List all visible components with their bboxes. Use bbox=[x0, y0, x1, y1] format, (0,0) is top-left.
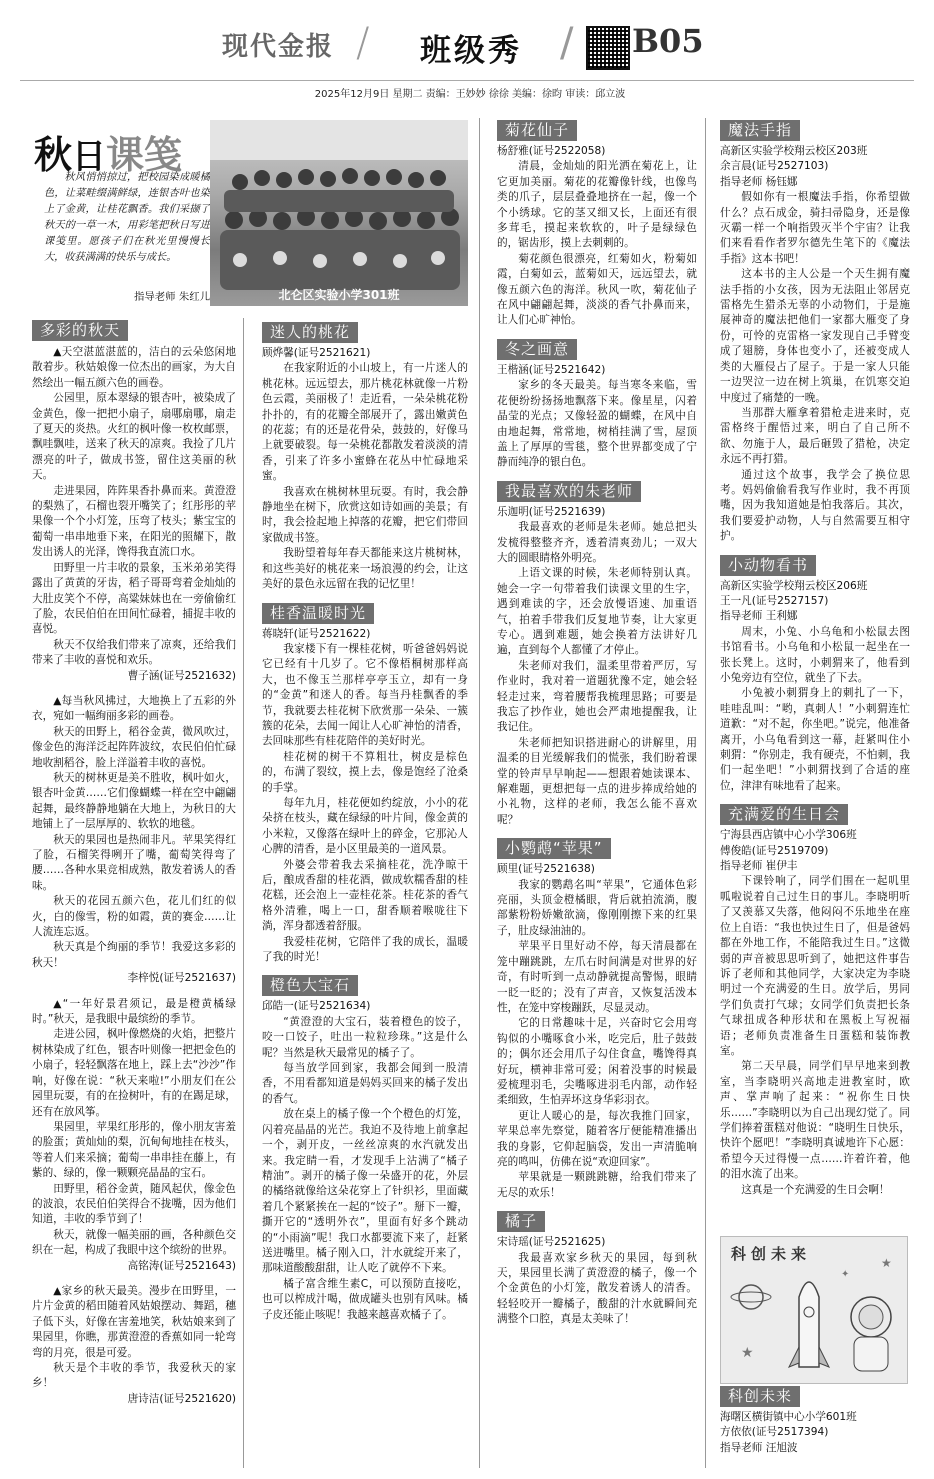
article-paragraph: ▲“一年好景君须记，最是橙黄橘绿时。”秋天，是我眼中最缤纷的季节。 bbox=[32, 997, 236, 1026]
section-title-text: 桂香温暖时光 bbox=[262, 603, 374, 624]
section-title-osmanthus bbox=[262, 603, 468, 624]
article-paragraph: 果园里，苹果红彤彤的，像小朋友害羞的脸蛋；黄灿灿的梨，沉甸甸地挂在枝头，等着人们来采摘；葡萄一串串挂在藤上，有紫的、绿的，像一颗颗亮晶晶的宝石。 bbox=[32, 1120, 236, 1180]
teacher-name: 指导老师 崔伊丰 bbox=[720, 860, 798, 873]
header-rule bbox=[20, 80, 914, 81]
date-line: 2025年12月9日 星期二 责编：王妙妙 徐徐 美编：徐昀 审读：邱立波 bbox=[314, 89, 626, 100]
article-paragraph: 我盼望着每年春天都能来这片桃树林，和这些美好的桃花来一场浪漫的约会，让这美好的景色永远留在我的记忆里！ bbox=[262, 547, 468, 591]
teacher-name: 指导老师 杨钰娜 bbox=[720, 175, 798, 188]
class-photo-image bbox=[210, 120, 468, 306]
article-paragraph: 秋天的田野上，稻谷金黄，微风吹过，像金色的海洋泛起阵阵波纹，农民伯伯忙碌地收割稻谷，脸上洋溢着丰收的喜悦。 bbox=[32, 725, 236, 769]
author-byline: 余言晨(证号2527103) bbox=[720, 160, 829, 173]
section-title-text: 冬之画意 bbox=[497, 339, 577, 360]
teacher-name: 指导老师 王利娜 bbox=[720, 610, 798, 623]
section-title-magic-finger bbox=[720, 120, 910, 141]
article-paragraph: 在我家附近的小山坡上，有一片迷人的桃花林。远远望去，那片桃花林就像一片粉色云霞，美丽极了！走近看，一朵朵桃花粉扑扑的，有的花瓣全部展开了，露出嫩黄色的花蕊；有的还是花骨朵，鼓鼓的，好像马上就要破裂。每一朵桃花都散发着淡淡的清香，引来了许多小蜜蜂在花丛中忙碌地采蜜。 bbox=[262, 362, 468, 483]
section-title-text: 我最喜欢的朱老师 bbox=[497, 481, 641, 502]
author-byline: 李梓悦(证号2521637) bbox=[127, 972, 236, 985]
photo-caption: 北仑区实验小学301班 bbox=[278, 288, 400, 302]
author-byline: 傅俊皓(证号2519709) bbox=[720, 844, 829, 857]
svg-text:✦: ✦ bbox=[841, 1269, 850, 1280]
article-paragraph: 田野里一片丰收的景象，玉米弟弟笑得露出了黄黄的牙齿，稻子哥哥弯着金灿灿的大肚皮笑个不停，高粱妹妹也在一旁偷偷红了脸，农民伯伯在田间忙碌着，捕捉丰收的喜悦。 bbox=[32, 561, 236, 636]
column-divider-2 bbox=[479, 118, 480, 1468]
section-title-text: 菊花仙子 bbox=[497, 120, 577, 141]
author-byline: 方依依(证号2517394) bbox=[720, 1426, 829, 1439]
article-paragraph: 田野里，稻谷金黄，随风起伏，像金色的波浪，农民伯伯笑得合不拢嘴，因为他们知道，丰收的季节到了！ bbox=[32, 1182, 236, 1226]
title-char-day: 日 bbox=[72, 137, 107, 177]
article-paragraph: 秋天是个丰收的季节，我爱秋天的家乡！ bbox=[32, 1362, 236, 1390]
article-paragraph: 小兔被小刺猬身上的刺扎了一下，哇哇乱叫：“哟，真刺人！”小刺猬连忙道歉：“对不起，你坐吧。”说完，他准备离开，小乌龟看到这一幕，赶紧叫住小刺猬：“你别走，我有硬壳，不怕刺，我们一起坐吧！”小刺猬找到了合适的座位，津津有味地看了起来。 bbox=[720, 687, 910, 792]
article-paragraph: “黄澄澄的大宝石，装着橙色的饺子，咬一口饺子，吐出一粒粒珍珠。”这是什么呢？当然是秋天最常见的橘子了。 bbox=[262, 1015, 468, 1059]
section-title-colorful-autumn bbox=[32, 320, 236, 341]
article-paragraph: 它的日常趣味十足，兴奋时它会用弯钩似的小嘴啄食小米，吃完后，肚子鼓鼓的；偶尔还会用爪子勾住食盒，嘴馋得真好玩，横神非常可爱；闲着没事的时候最爱梳理羽毛，尖嘴啄进羽毛内部，动作轻柔细致，生怕弄坏这身华彩羽衣。 bbox=[497, 1017, 697, 1107]
article-paragraph: 第二天早晨，同学们早早地来到教室，当李晓明兴高地走进教室时，欧声、掌声响了起来：“祝你生日快乐……”李晓明以为自己出现幻觉了。同学们捧着蛋糕对他说：“晓明生日快乐，快许个愿吧！”李晓明真诚地许下心愿：希望今天过得慢一点……许着许着，他的泪水流了出来。 bbox=[720, 1060, 910, 1181]
article-paragraph: ▲天空湛蓝湛蓝的，洁白的云朵悠闲地散着步。秋姑娘像一位杰出的画家，为大自然绘出一幅五颜六色的画卷。 bbox=[32, 346, 236, 389]
title-word-note: 课笺 bbox=[106, 132, 183, 177]
masthead bbox=[0, 0, 934, 104]
section-title-chrysanthemum bbox=[497, 120, 697, 141]
article-paragraph: 我爱桂花树，它陪伴了我的成长，温暖了我的时光！ bbox=[262, 935, 468, 964]
article-paragraph: 朱老师把知识搭进耐心的讲解里，用温柔的目光缓解我们的慌张，我们盼着课堂的铃声早早响起——想跟着她读课本、解难题，更想把每一点的进步捧成给她的小礼物，这样的老师，我怎么能不喜欢呢？ bbox=[497, 736, 697, 826]
article-paragraph: 上语文课的时候，朱老师特别认真。她会一字一句带着我们读课文里的生字，遇到难读的字，还会放慢语速、加重语气，拍着手带我们反复地节奏，让大家更专心。遇到难题，她会换着方法讲好几遍，直到每个人都懂了才停止。 bbox=[497, 567, 697, 657]
section-title-text: 小鹦鹉“苹果” bbox=[497, 838, 611, 859]
svg-text:★: ★ bbox=[881, 1256, 892, 1270]
article-paragraph: 公园里，原本翠绿的银杏叶，被染成了金黄色，像一把把小扇子，扇哪扇哪，扇走了夏天的炎热。火红的枫叶像一枚枚邮票，飘哇飘哇，送来了秋天的凉爽。我捡了几片漂亮的叶子，做成书签，留住这美丽的秋天。 bbox=[32, 392, 236, 482]
school-name: 高新区实验学校翔云校区203班 bbox=[720, 145, 868, 157]
feature-title bbox=[34, 124, 214, 177]
school-name: 海曙区横街镇中心小学601班 bbox=[720, 1411, 857, 1423]
header-slash-2: / bbox=[560, 20, 574, 66]
feature-intro: 秋风悄悄掠过，把校园染成暖橘色，让菜畦缀满鲜绿，连银杏叶也染上了金黄，让桂花飘香。我们采撷了秋天的一草一木，用彩笔把秋日写进课笺里。愿孩子们在秋光里慢慢长大，收获满满的快乐与成长。 bbox=[44, 172, 210, 263]
section-title-winter bbox=[497, 339, 697, 360]
author-byline: 唐诗洁(证号2521620) bbox=[127, 1392, 236, 1405]
article-paragraph: 每年九月，桂花便如约绽放，小小的花朵挤在枝头，藏在绿绿的叶片间，像金黄的小米粒，又像落在绿叶上的碎金，它那沁人心脾的清香，是小区里最美的一道风景。 bbox=[262, 796, 468, 856]
author-byline: 王一凡(证号2527157) bbox=[720, 594, 829, 607]
column-3 bbox=[497, 120, 697, 1470]
section-title-birthday bbox=[720, 804, 910, 825]
section-title-peach-blossom bbox=[262, 322, 468, 343]
student-artwork bbox=[720, 1236, 908, 1384]
section-title-orange-gem bbox=[262, 975, 468, 996]
article-paragraph: 秋天不仅给我们带来了凉爽，还给我们带来了丰收的喜悦和欢乐。 bbox=[32, 638, 236, 667]
article-paragraph: 苹果就是一颗跳跳糖，给我们带来了无尽的欢乐！ bbox=[497, 1171, 697, 1199]
column-4-bottom bbox=[720, 1386, 910, 1472]
column-divider-1 bbox=[243, 318, 244, 1468]
article-paragraph: 清晨，金灿灿的阳光洒在菊花上，让它更加美丽。菊花的花瓣像针线，也像鸟类的爪子，层层叠叠地挤在一起，像一个个小绣球。它的茎又细又长，上面还有很多茸毛，摸起来软软的，叶子是绿绿色的，锯齿形，摸上去刺刺的。 bbox=[497, 160, 697, 250]
class-photo bbox=[210, 120, 468, 306]
article-paragraph: 这真是一个充满爱的生日会啊！ bbox=[741, 1183, 890, 1196]
article-paragraph: 家乡的冬天最美。每当寒冬来临，雪花便纷纷扬扬地飘落下来。像星星，闪着晶莹的光点；又像轻盈的蝴蝶，在风中自由地起舞，常常地，树梢挂满了雪，屋顶盖上了厚厚的雪毯，整个世界都变成了宁静而纯净的银白色。 bbox=[497, 379, 697, 469]
article-paragraph: 通过这个故事，我学会了换位思考。妈妈偷偷看我写作业时，我不再顶嘴，因为我知道她是怕我落后。其次，我们要爱护动物，人与自然需要互相守护。 bbox=[720, 468, 910, 543]
column-1 bbox=[32, 320, 236, 1470]
section-title-teacher-zhu bbox=[497, 481, 697, 502]
section-title-text: 充满爱的生日会 bbox=[720, 804, 848, 825]
article-paragraph: 我喜欢在桃树林里玩耍。有时，我会静静地坐在树下，欣赏这如诗如画的美景；有时，我会捡起地上掉落的花瓣，把它们带回家做成书签。 bbox=[262, 485, 468, 544]
section-title-animals-reading bbox=[720, 555, 910, 576]
author-byline: 曹子涵(证号2521632) bbox=[127, 669, 236, 682]
article-paragraph: 朱老师对我们，温柔里带着严厉，写作业时，我对着一道题犹豫不定，她会轻轻走过来，弯着腰帮我梳理思路；可要是我忘了抄作业，她也会严肃地提醒我，让我记住。 bbox=[497, 659, 697, 734]
article-paragraph: 当那群大雁拿着猎枪走进来时，克雷格终于醒悟过来，明白了自己所不欲、勿施于人，最后砸毁了猎枪，决定永远不再打猎。 bbox=[720, 406, 910, 466]
article-paragraph: 秋天真是个绚丽的季节！我爱这多彩的秋天！ bbox=[32, 941, 236, 969]
author-byline: 宋诗瑶(证号2521625) bbox=[497, 1236, 606, 1249]
teacher-name: 指导老师 汪旭波 bbox=[720, 1441, 798, 1454]
article-paragraph: 外婆会带着我去采摘桂花，洗净晾干后，酿成香甜的桂花酒，做成软糯香甜的桂花糕，还会泡上一壶桂花茶。桂花茶的香气格外清雅，喝上一口，甜香顺着喉咙往下淌，浑身都透着舒服。 bbox=[262, 858, 468, 933]
section-title-text: 多彩的秋天 bbox=[32, 320, 128, 341]
section-title-text: 科创未来 bbox=[720, 1386, 800, 1407]
article-paragraph: 这本书的主人公是一个天生拥有魔法手指的小女孩，因为无法阻止邻居克雷格先生猎杀无辜的小动物们，于是施展神奇的魔法把他们一家都大雁变了身份，可怜的克雷格一家发现自己手臂变成了翅膀，身体也变小了，还被变成人类的大雁侵占了屋子。于是一家人只能一边哭泣一边在树上筑巢，在饥寒交迫中度过了痛楚的一晚。 bbox=[720, 268, 910, 404]
section-title-tangerine bbox=[497, 1211, 697, 1232]
article-paragraph: 走进公园，枫叶像燃烧的火焰，把整片树林染成了红色，银杏叶则像一把把金色的小扇子，轻轻飘落在地上，踩上去“沙沙”作响，好像在说：“秋天来啦!”小朋友们在公园里玩耍，有的在捡树叶，有的在踢足球，还有在放风筝。 bbox=[32, 1028, 236, 1118]
section-title-parrot bbox=[497, 838, 697, 859]
author-byline: 邱皓一(证号2521634) bbox=[262, 1000, 371, 1013]
article-paragraph: 更让人暖心的是，每次我推门回家，苹果总率先察觉，随着客厅便能精准播出我的身影，它仰起脑袋，发出一声清脆响亮的鸣叫，仿佛在说“欢迎回家”。 bbox=[497, 1109, 697, 1168]
header-slash-1: / bbox=[356, 20, 370, 66]
column-2 bbox=[262, 322, 468, 1470]
author-byline: 顾烨馨(证号2521621) bbox=[262, 347, 371, 359]
section-title-text: 魔法手指 bbox=[720, 120, 800, 141]
title-char-autumn: 秋 bbox=[34, 132, 73, 177]
article-paragraph: 下课铃响了，同学们围在一起叽里呱啦说着自己过生日的事儿。李晓明听了又羡慕又失落，他闷闷不乐地坐在座位上自语：“我也快过生日了，但是爸妈都在外地工作，不能陪我过生日。”这微弱的声音被思思听到了，她把这件事告诉了老师和其他同学，大家决定为李晓明过一个充满爱的生日。放学后，男同学们负责打气球；女同学们负责把长条气球扭成各种形状和在黑板上写祝福语；老师负责准备生日蛋糕和装饰教室。 bbox=[720, 875, 910, 1057]
section-name: 班级秀 bbox=[420, 33, 522, 69]
article-paragraph: 我家楼下有一棵桂花树，听爸爸妈妈说它已经有十几岁了。它不像梧桐树那样高大，也不像玉兰那样亭亭玉立，却有一身的“金黄”和迷人的香。每当丹桂飘香的季节，我就要去桂花树下欣赏那一朵朵、一簇簇的花朵，去闻一闻让人心旷神怡的清香，去回味那些有桂花陪伴的美好时光。 bbox=[262, 642, 468, 748]
article-paragraph: 走进果园，阵阵果香扑鼻而来。黄澄澄的梨熟了，石榴也裂开嘴笑了；红彤彤的苹果像一个个小灯笼，压弯了枝头；紫宝宝的葡萄一串串地垂下来，在阳光的照耀下，散发出诱人的光泽，馋得我直流口水。 bbox=[32, 484, 236, 559]
paper-name: 现代金报 bbox=[222, 32, 335, 62]
section-title-text: 橘子 bbox=[497, 1211, 545, 1232]
feature-teacher: 指导老师 朱红儿 bbox=[133, 291, 210, 303]
svg-text:★: ★ bbox=[741, 1345, 754, 1361]
article-paragraph: 周末，小兔、小乌龟和小松鼠去图书馆看书。小乌龟和小松鼠一起坐在一张长凳上。这时，小刺猬来了，他看到小兔旁边有空位，就坐了下去。 bbox=[720, 625, 910, 684]
article-paragraph: 假如你有一根魔法手指，你希望做什么？点石成金，骑扫帚隐身，还是像灭霸一样一个响指毁灭半个宇宙？让我们来看看作者罗尔德先生笔下的《魔法手指》这本书吧！ bbox=[720, 191, 910, 265]
page-code: B05 bbox=[632, 22, 704, 60]
article-paragraph: 桂花树的树干不算粗壮，树皮是棕色的，布满了裂纹，摸上去，像是饱经了沧桑的手掌。 bbox=[262, 750, 468, 794]
rocket-drawing bbox=[721, 1237, 907, 1383]
article-paragraph: 秋天的树林更是美不胜收，枫叶如火，银杏叶金黄……它们像蝴蝶一样在空中翩翩起舞，最终静静地躺在大地上，为秋日的大地铺上了一层厚厚的、软软的地毯。 bbox=[32, 771, 236, 831]
article-paragraph: 每当放学回到家，我都会闻到一股清香，不用看都知道是妈妈买回来的橘子发出的香气。 bbox=[262, 1062, 468, 1105]
article-paragraph: 秋天，就像一幅美丽的画，各种颜色交织在一起，构成了我眼中这个缤纷的世界。 bbox=[32, 1228, 236, 1257]
article-paragraph: 苹果平日里好动不停，每天清晨都在笼中蹦跳跳，左爪右时间满是对世界的好奇，有时听到一点动静就提高警惕，眼睛一眨一眨的；没有了声音，又恢复活泼本性，在笼中穿梭蹦跃，尽显灵动。 bbox=[497, 940, 697, 1014]
author-byline: 高铭涛(证号2521643) bbox=[127, 1259, 236, 1272]
article-paragraph: ▲每当秋风拂过，大地换上了五彩的外衣，宛如一幅绚丽多彩的画卷。 bbox=[32, 694, 236, 723]
article-paragraph: 我家的鹦鹉名叫“苹果”，它通体色彩亮丽，头顶金橙橘眼，背后就拍流淌，腹部紫粉粉娇嫩欲滴，像刚刚擦下来的红果子，肚皮绿油油的。 bbox=[497, 878, 697, 937]
author-byline: 王楷涵(证号2521642) bbox=[497, 363, 606, 376]
article-paragraph: ▲家乡的秋天最美。漫步在田野里，一片片金黄的稻田随着风姑娘摆动、舞蹈，穗子低下头，好像在害羞地笑，秋姑娘来到了果园里，你瞧，那黄澄澄的香蕉如同一轮弯弯的月亮，很是可爱。 bbox=[32, 1284, 236, 1359]
article-paragraph: 我最喜欢家乡秋天的果园，每到秋天，果园里长满了黄澄澄的橘子，像一个个金黄色的小灯笼，散发着诱人的清香。轻轻咬开一瓣橘子，酸甜的汁水就瞬间充满整个口腔，真是太美味了！ bbox=[497, 1251, 697, 1326]
section-title-text: 迷人的桃花 bbox=[262, 322, 358, 343]
author-byline: 乐迦明(证号2521639) bbox=[497, 505, 606, 518]
school-name: 高新区实验学校翔云校区206班 bbox=[720, 579, 868, 592]
author-byline: 顾里(证号2521638) bbox=[497, 863, 595, 876]
author-byline: 蒋晓轩(证号2521622) bbox=[262, 627, 371, 640]
section-title-science-future bbox=[720, 1386, 910, 1407]
qr-code-icon bbox=[586, 26, 630, 70]
article-paragraph: 菊花颜色很漂亮，红菊如火，粉菊如霞，白菊如云，蓝菊如天，远远望去，就像五颜六色的海洋。秋风一吹，菊花仙子在风中翩翩起舞，淡淡的香气扑鼻而来，让人们心旷神怡。 bbox=[497, 252, 697, 327]
section-title-text: 橙色大宝石 bbox=[262, 975, 358, 996]
column-divider-3 bbox=[705, 118, 706, 1468]
artwork-lettering: 科创未来 bbox=[731, 1245, 812, 1263]
article-paragraph: 我最喜欢的老师是朱老师。她总把头发梳得整整齐齐，透着清爽劲儿；一双大大的圆眼睛格外明亮。 bbox=[497, 521, 697, 564]
section-title-text: 小动物看书 bbox=[720, 555, 816, 576]
article-paragraph: 秋天的果园也是热闹非凡。苹果笑得红了脸，石榴笑得咧开了嘴，葡萄笑得弯了腰……各种水果竞相成熟，散发着诱人的香味。 bbox=[32, 833, 236, 892]
author-byline: 杨舒雅(证号2522058) bbox=[497, 145, 606, 157]
article-paragraph: 橘子富含维生素C，可以预防直接吃，也可以榨成汁喝，做成罐头也别有风味。橘子皮还能止咳呢！我越来越喜欢橘子了。 bbox=[262, 1277, 468, 1321]
article-paragraph: 放在桌上的橘子像一个个橙色的灯笼，闪着亮晶晶的光芒。我迫不及待地上前拿起一个，剥开皮，一丝丝凉爽的水汽就发出来。我定睛一看，才发现手上沾满了“橘子精油”。剥开的橘子像一朵盛开的花，外层的橘络就像给这朵花穿上了针织衫，里面藏着几个紧紧挨在一起的“饺子”。掰下一瓣，撕开它的“透明外衣”，里面有好多个跳动的“小雨滴”呢！我口水都要流下来了，赶紧送进嘴里。橘子刚入口，汁水就绽开来了，那味道酸酸甜甜，让人吃了就停不下来。 bbox=[262, 1108, 468, 1275]
school-name: 宁海县西店镇中心小学306班 bbox=[720, 829, 857, 842]
article-paragraph: 秋天的花园五颜六色，花儿们红的似火，白的像雪，粉的如霞，黄的赛金……让人流连忘返。 bbox=[32, 895, 236, 939]
